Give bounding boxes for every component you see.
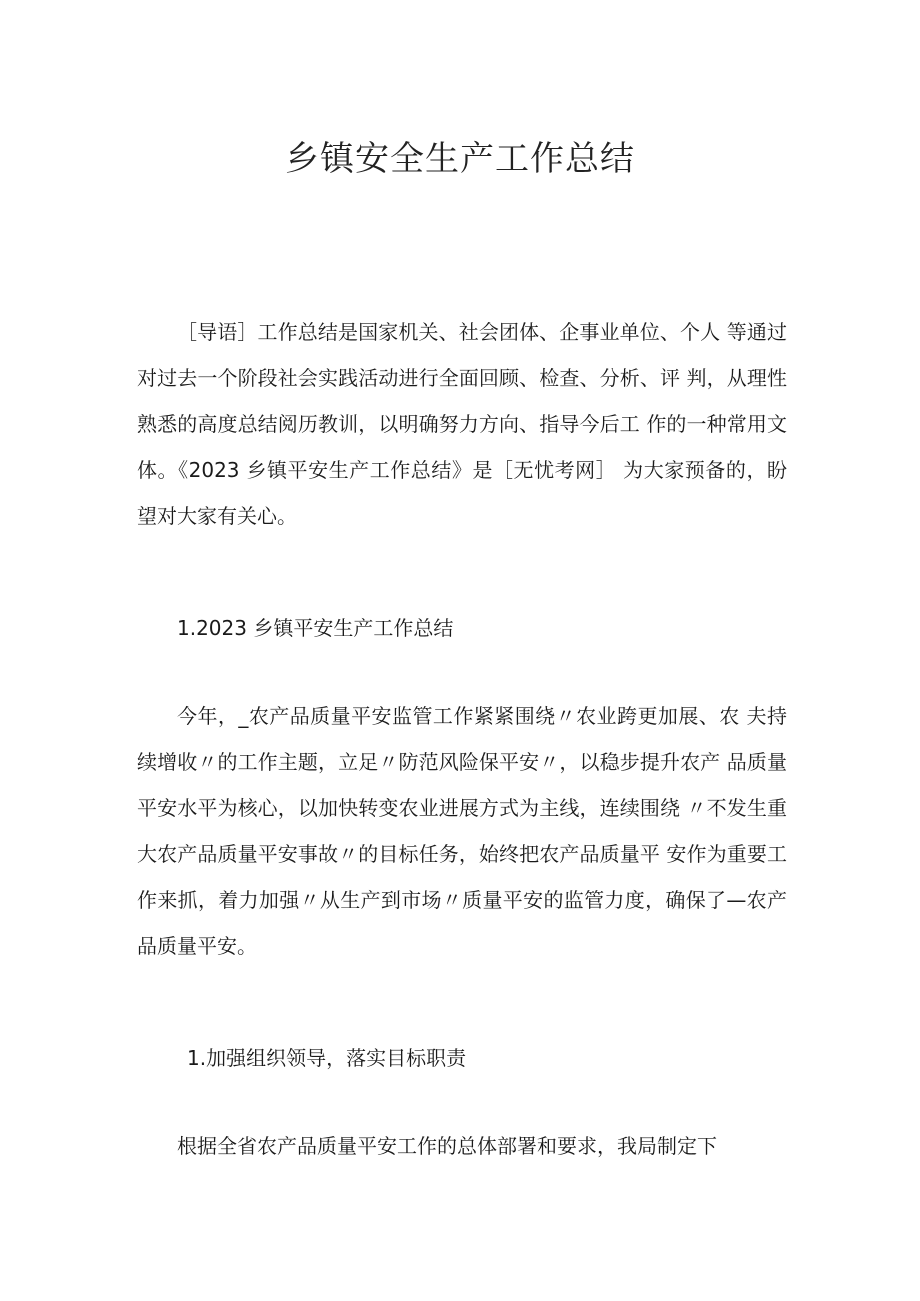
section-heading-main: 1.2023 乡镇平安生产工作总结 [177, 616, 454, 640]
last-paragraph: 根据全省农产品质量平安工作的总体部署和要求，我局制定下 [177, 1134, 717, 1158]
document-title: 乡镇安全生产工作总结 [285, 139, 635, 179]
intro-paragraph: ［导语］工作总结是国家机关、社会团体、企事业单位、个人 等通过对过去一个阶段社会实践活动进行全面回顾、检查、分析、评 判，从理性熟悉的高度总结阅历教训，以明确努力方向、指导今后工 作的一种常用文体。《2023 乡镇平安生产工作总结》是［无忧考网］ 为大家预备的，盼望对大家有关心。 [137, 320, 787, 528]
subsection-heading-1: 1.加强组织领导，落实目标职责 [187, 1046, 467, 1070]
body-paragraph: 今年，_农产品质量平安监管工作紧紧围绕〃农业跨更加展、农 夫持续增收〃的工作主题，立足〃防范风险保平安〃，以稳步提升农产 品质量平安水平为核心，以加快转变农业进展方式为主线，连续围绕 〃不发生重大农产品质量平安事故〃的目标任务，始终把农产品质量平 安作为重要工作来抓，着力加强〃从生产到市场〃质量平安的监管力度，确保了—农产品质量平安。 [137, 704, 787, 958]
